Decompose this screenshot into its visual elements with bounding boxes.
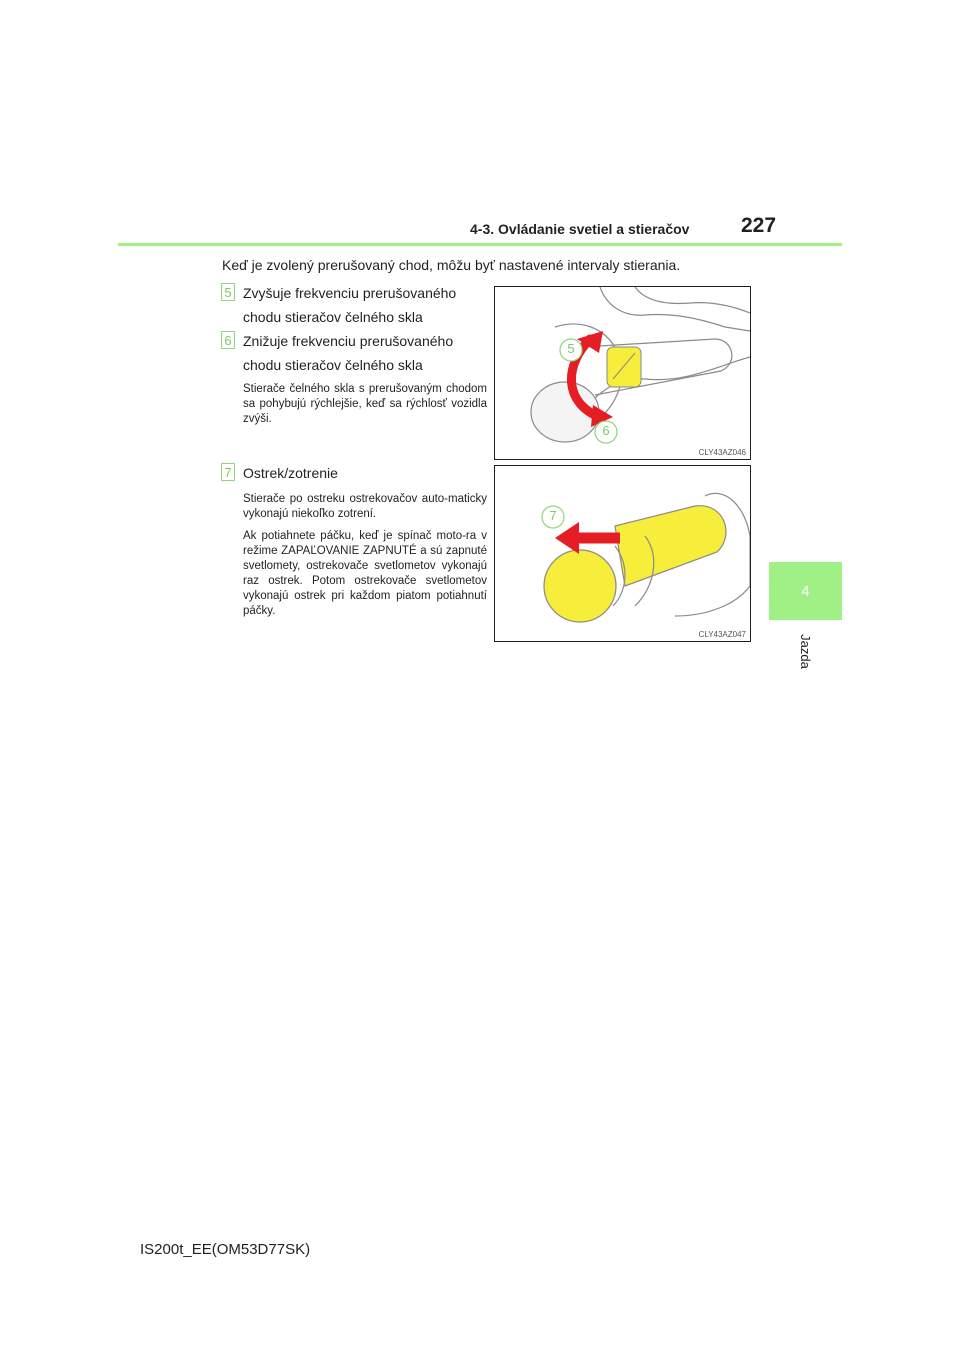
item-number-6: 6 xyxy=(221,331,235,349)
intro-text: Keď je zvolený prerušovaný chod, môžu byť nastavené intervaly stierania. xyxy=(222,257,681,273)
item-6-text xyxy=(243,329,487,377)
item-5-line1: Zvyšuje frekvenciu prerušovaného xyxy=(243,285,457,301)
figure-washer-pull xyxy=(494,465,751,642)
item-6-line2: chodu stieračov čelného skla xyxy=(243,357,423,373)
chapter-label: Jazda xyxy=(797,633,813,669)
figure-code-1: CLY43AZ046 xyxy=(698,448,746,457)
item-7-text xyxy=(243,461,487,485)
figure-wiper-interval xyxy=(494,286,751,460)
item-6-note: Stierače čelného skla s prerušovaným chodom sa pohybujú rýchlejšie, keď sa rýchlosť vozidla zvýši. xyxy=(243,383,487,425)
item-7-line1: Ostrek/zotrenie xyxy=(243,465,338,481)
item-6-line1: Znižuje frekvenciu prerušovaného xyxy=(243,333,454,349)
item-5-line2: chodu stieračov čelného skla xyxy=(243,309,423,325)
item-number-7: 7 xyxy=(221,463,235,481)
chapter-number: 4 xyxy=(801,582,810,600)
wiper-lever-pull-illustration xyxy=(495,466,750,641)
callout-7: 7 xyxy=(549,508,557,523)
page-number: 227 xyxy=(741,214,777,237)
item-number-5: 5 xyxy=(221,283,235,301)
item-7-note-2: Ak potiahnete páčku, keď je spínač moto-ra v režime ZAPAĽOVANIE ZAPNUTÉ a sú zapnuté svetlomety, ostrekovače svetlometov vykonajú raz ostrek. Potom ostrekovače svetlometov vykonajú ostrek pri každom piatom potiahnutí páčky. xyxy=(243,530,487,617)
footer-model-code: IS200t_EE(OM53D77SK) xyxy=(140,1241,311,1258)
callout-5: 5 xyxy=(567,341,575,356)
section-title: 4-3. Ovládanie svetiel a stieračov xyxy=(470,221,690,237)
item-7-note-1: Stierače po ostreku ostrekovačov auto-maticky vykonajú niekoľko zotrení. xyxy=(243,493,487,520)
chapter-tab xyxy=(769,562,842,620)
wiper-lever-rotate-illustration xyxy=(495,287,750,459)
item-5-text xyxy=(243,281,487,329)
header-rule xyxy=(118,243,842,246)
callout-6: 6 xyxy=(602,423,610,438)
figure-code-2: CLY43AZ047 xyxy=(698,630,746,639)
